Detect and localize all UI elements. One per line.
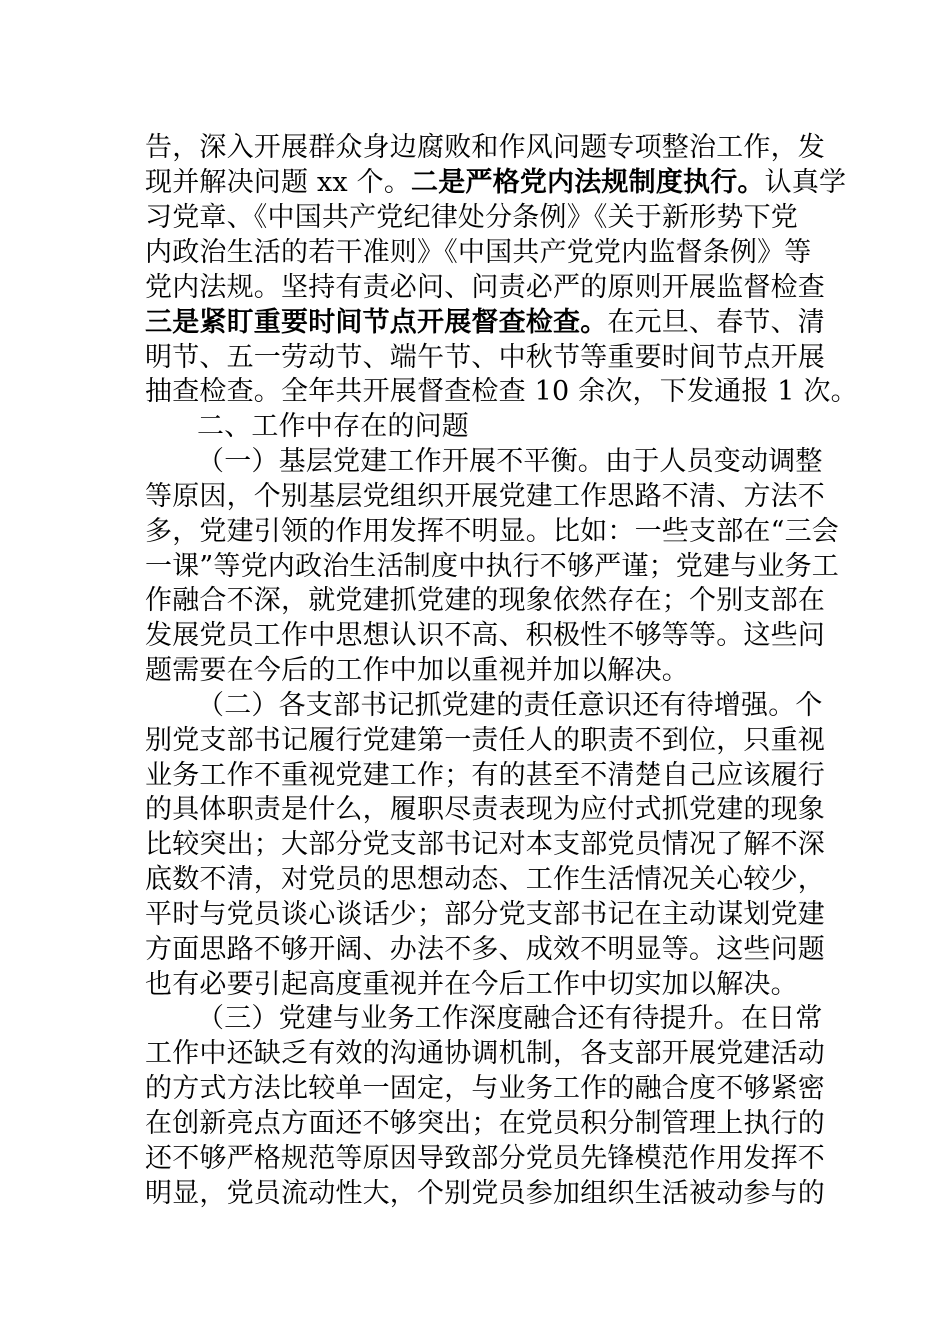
text-line	[145, 341, 825, 375]
text-segment: 抽查检查。全年共开展督查检查 10 余次，下发通报 1 次。	[145, 376, 858, 407]
bold-phrase: 二是严格党内法规制度执行。	[411, 167, 765, 198]
text-segment: 等原因，个别基层党组织开展党建工作思路不清、方法不	[145, 481, 825, 512]
text-segment: 方面思路不够开阔、办法不多、成效不明显等。这些问题	[145, 934, 825, 965]
bold-phrase: 三是紧盯重要时间节点开展督查检查。	[145, 307, 608, 338]
text-line	[145, 1142, 825, 1176]
text-segment: 作融合不深，就党建抓党建的现象依然存在；个别支部在	[145, 585, 825, 616]
text-segment: 发展党员工作中思想认识不高、积极性不够等等。这些问	[145, 620, 825, 651]
text-line	[145, 1177, 825, 1211]
text-segment: 习党章、《中国共产党纪律处分条例》《关于新形势下党	[145, 202, 798, 233]
paragraph-first-line	[197, 689, 823, 723]
text-line	[145, 898, 825, 932]
text-segment: 明节、五一劳动节、端午节、中秋节等重要时间节点开展	[145, 342, 825, 373]
text-segment: 还不够严格规范等原因导致部分党员先锋模范作用发挥不	[145, 1143, 825, 1174]
text-segment: 现并解决问题 xx 个。	[145, 167, 412, 198]
text-line	[145, 1072, 825, 1106]
paragraph-first-line	[197, 445, 823, 479]
text-segment: 别党支部书记履行党建第一责任人的职责不到位，只重视	[145, 725, 825, 756]
text-line	[145, 968, 815, 1002]
text-line	[145, 236, 815, 270]
text-line	[145, 131, 825, 165]
text-line	[145, 828, 825, 862]
text-segment: 党内法规。坚持有责必问、问责必严的原则开展监督检查	[145, 272, 825, 303]
text-segment: 二、工作中存在的问题	[197, 411, 469, 442]
text-line	[145, 550, 840, 584]
text-segment: 在创新亮点方面还不够突出；在党员积分制管理上执行的	[145, 1108, 825, 1139]
text-segment: 的具体职责是什么，履职尽责表现为应付式抓党建的现象	[145, 794, 825, 825]
text-line	[145, 654, 815, 688]
paragraph-first-line	[197, 1002, 823, 1036]
text-segment: 底数不清，对党员的思想动态、工作生活情况关心较少，	[145, 864, 825, 895]
text-segment: （一）基层党建工作开展不平衡。由于人员变动调整	[197, 446, 823, 477]
text-segment: 认真学	[764, 167, 847, 198]
text-segment: 也有必要引起高度重视并在今后工作中切实加以解决。	[145, 969, 798, 1000]
text-segment: 一课”等党内政治生活制度中执行不够严谨；党建与业务工	[145, 551, 840, 582]
section-heading	[197, 410, 867, 444]
text-segment: 工作中还缺乏有效的沟通协调机制，各支部开展党建活动	[145, 1038, 825, 1069]
text-line	[145, 375, 858, 409]
text-segment: 比较突出；大部分党支部书记对本支部党员情况了解不深	[145, 829, 825, 860]
text-segment: 明显，党员流动性大，个别党员参加组织生活被动参与的	[145, 1178, 825, 1209]
text-segment: 多，党建引领的作用发挥不明显。比如：一些支部在“三会	[145, 516, 840, 547]
text-segment: 的方式方法比较单一固定，与业务工作的融合度不够紧密	[145, 1073, 825, 1104]
text-line	[145, 724, 825, 758]
text-segment: 告，深入开展群众身边腐败和作风问题专项整治工作，发	[145, 132, 825, 163]
text-segment: （三）党建与业务工作深度融合还有待提升。在日常	[197, 1003, 823, 1034]
text-line	[145, 933, 825, 967]
text-line	[145, 793, 825, 827]
text-line	[145, 619, 825, 653]
text-line	[145, 201, 815, 235]
text-line	[145, 515, 840, 549]
text-segment: 题需要在今后的工作中加以重视并加以解决。	[145, 655, 689, 686]
text-line	[145, 480, 825, 514]
text-line	[145, 759, 825, 793]
text-segment: 内政治生活的若干准则》《中国共产党党内监督条例》等	[145, 237, 812, 268]
text-segment: 在元旦、春节、清	[607, 307, 826, 338]
text-line	[145, 1107, 825, 1141]
text-segment: 业务工作不重视党建工作；有的甚至不清楚自己应该履行	[145, 760, 825, 791]
text-line	[145, 306, 826, 340]
text-line	[145, 1037, 825, 1071]
text-segment: （二）各支部书记抓党建的责任意识还有待增强。个	[197, 690, 823, 721]
text-segment: 平时与党员谈心谈话少；部分党支部书记在主动谋划党建	[145, 899, 825, 930]
text-line	[145, 271, 825, 305]
text-line	[145, 166, 847, 200]
text-line	[145, 584, 825, 618]
text-line	[145, 863, 825, 897]
